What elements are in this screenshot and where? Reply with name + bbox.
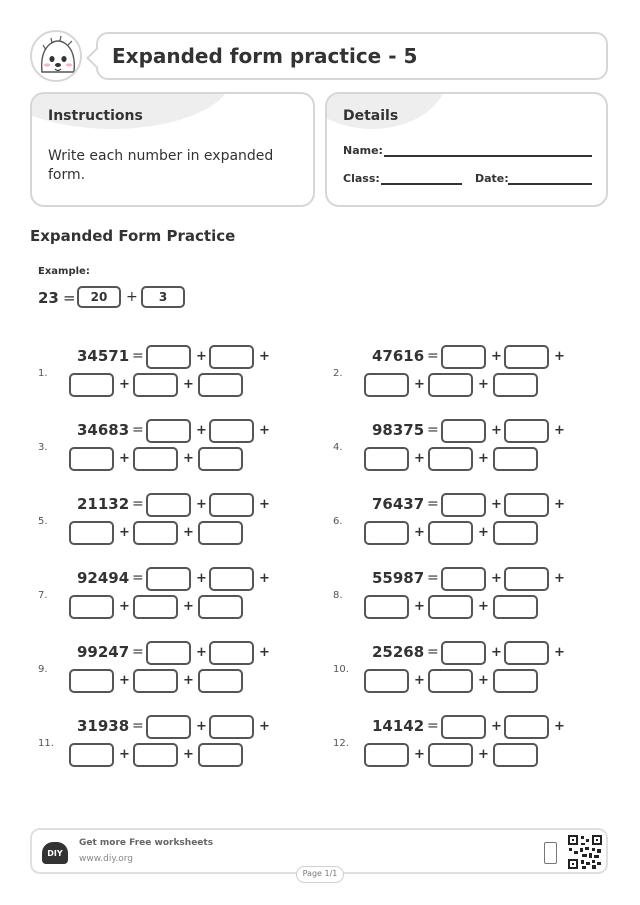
equals-sign: = [132, 348, 144, 364]
equals-sign: = [427, 422, 439, 438]
answer-box[interactable] [209, 567, 254, 591]
plus-sign: + [478, 451, 489, 466]
answer-box[interactable] [441, 493, 486, 517]
problem-number: 47616 [372, 347, 425, 365]
answer-box[interactable] [209, 345, 254, 369]
plus-sign: + [196, 497, 207, 512]
page-indicator: Page 1/1 [296, 866, 344, 883]
plus-sign: + [414, 747, 425, 762]
details-panel [325, 92, 608, 207]
problem-number: 21132 [77, 495, 130, 513]
plus-sign: + [478, 747, 489, 762]
plus-sign: + [119, 525, 130, 540]
problem-number: 14142 [372, 717, 425, 735]
plus-sign: + [183, 747, 194, 762]
plus-sign: + [554, 349, 565, 364]
answer-box[interactable] [198, 521, 243, 545]
answer-box[interactable] [493, 743, 538, 767]
equals-sign: = [132, 570, 144, 586]
problem-number: 98375 [372, 421, 425, 439]
plus-sign: + [183, 599, 194, 614]
problem-item [38, 420, 328, 490]
plus-sign: + [119, 673, 130, 688]
equals-sign: = [132, 422, 144, 438]
example-label: Example: [38, 266, 90, 277]
plus-sign: + [259, 349, 270, 364]
equals-sign: = [427, 644, 439, 660]
answer-box[interactable] [504, 493, 549, 517]
problem-number-label: 1. [38, 368, 48, 379]
plus-sign: + [414, 599, 425, 614]
problem-number: 55987 [372, 569, 425, 587]
problem-item [38, 642, 328, 712]
answer-box[interactable] [493, 373, 538, 397]
equals-sign: = [132, 644, 144, 660]
plus-sign: + [196, 645, 207, 660]
plus-sign: + [414, 377, 425, 392]
answer-box[interactable] [364, 521, 409, 545]
plus-sign: + [183, 525, 194, 540]
name-field[interactable] [384, 155, 592, 157]
equals-sign: = [63, 289, 76, 307]
plus-sign: + [414, 673, 425, 688]
plus-sign: + [119, 747, 130, 762]
answer-box[interactable] [198, 373, 243, 397]
problem-number-label: 10. [333, 664, 349, 675]
answer-box[interactable] [146, 345, 191, 369]
plus-sign: + [554, 423, 565, 438]
problem-item [333, 420, 623, 490]
answer-box[interactable] [441, 715, 486, 739]
plus-sign: + [554, 497, 565, 512]
problem-number-label: 8. [333, 590, 343, 601]
plus-sign: + [478, 673, 489, 688]
date-field[interactable] [508, 183, 592, 185]
plus-sign: + [196, 571, 207, 586]
answer-box[interactable] [69, 447, 114, 471]
phone-icon [544, 842, 557, 864]
answer-box[interactable] [133, 373, 178, 397]
name-label: Name: [343, 144, 383, 157]
example-answer-box: 3 [141, 286, 185, 308]
answer-box[interactable] [69, 595, 114, 619]
answer-box[interactable] [504, 419, 549, 443]
answer-box[interactable] [364, 743, 409, 767]
class-label: Class: [343, 172, 380, 185]
problem-number-label: 2. [333, 368, 343, 379]
example-answer-box: 20 [77, 286, 121, 308]
answer-box[interactable] [428, 743, 473, 767]
plus-sign: + [259, 719, 270, 734]
equals-sign: = [427, 570, 439, 586]
equals-sign: = [132, 496, 144, 512]
answer-box[interactable] [493, 521, 538, 545]
section-title: Expanded Form Practice [30, 227, 236, 245]
diy-logo-icon: DIY [42, 842, 68, 864]
problem-number-label: 3. [38, 442, 48, 453]
plus-sign: + [196, 349, 207, 364]
answer-box[interactable] [364, 373, 409, 397]
page-title: Expanded form practice - 5 [112, 44, 418, 68]
answer-box[interactable] [133, 669, 178, 693]
plus-sign: + [414, 525, 425, 540]
problem-item [38, 494, 328, 564]
problem-number-label: 4. [333, 442, 343, 453]
title-banner [96, 32, 608, 80]
answer-box[interactable] [146, 419, 191, 443]
footer-promo-text: Get more Free worksheets [79, 838, 214, 848]
problem-number: 92494 [77, 569, 130, 587]
problem-item [333, 346, 623, 416]
answer-box[interactable] [504, 345, 549, 369]
answer-box[interactable] [441, 419, 486, 443]
problem-number: 31938 [77, 717, 130, 735]
answer-box[interactable] [209, 493, 254, 517]
plus-sign: + [554, 571, 565, 586]
mascot-icon [30, 30, 82, 82]
answer-box[interactable] [428, 521, 473, 545]
plus-sign: + [478, 377, 489, 392]
answer-box[interactable] [198, 447, 243, 471]
answer-box[interactable] [441, 345, 486, 369]
plus-sign: + [183, 451, 194, 466]
answer-box[interactable] [69, 373, 114, 397]
plus-sign: + [491, 423, 502, 438]
problem-number: 34571 [77, 347, 130, 365]
equals-sign: = [132, 718, 144, 734]
plus-sign: + [491, 719, 502, 734]
plus-sign: + [196, 423, 207, 438]
qr-code-icon [568, 835, 602, 869]
problem-item [38, 346, 328, 416]
problem-number: 25268 [372, 643, 425, 661]
plus-sign: + [478, 525, 489, 540]
instructions-panel [30, 92, 315, 207]
answer-box[interactable] [428, 669, 473, 693]
answer-box[interactable] [133, 521, 178, 545]
answer-box[interactable] [146, 641, 191, 665]
problem-item [333, 494, 623, 564]
answer-box[interactable] [504, 567, 549, 591]
answer-box[interactable] [493, 447, 538, 471]
answer-box[interactable] [504, 641, 549, 665]
answer-box[interactable] [69, 669, 114, 693]
problem-number-label: 11. [38, 738, 54, 749]
plus-sign: + [196, 719, 207, 734]
answer-box[interactable] [428, 373, 473, 397]
problem-number: 76437 [372, 495, 425, 513]
plus-sign: + [491, 571, 502, 586]
problem-number: 34683 [77, 421, 130, 439]
answer-box[interactable] [69, 521, 114, 545]
answer-box[interactable] [364, 447, 409, 471]
answer-box[interactable] [146, 715, 191, 739]
answer-box[interactable] [209, 419, 254, 443]
plus-sign: + [126, 289, 138, 305]
answer-box[interactable] [133, 447, 178, 471]
answer-box[interactable] [493, 595, 538, 619]
footer-url[interactable]: www.diy.org [79, 854, 133, 864]
answer-box[interactable] [428, 595, 473, 619]
answer-box[interactable] [428, 447, 473, 471]
example-number: 23 [38, 289, 59, 307]
equals-sign: = [427, 496, 439, 512]
plus-sign: + [554, 719, 565, 734]
problem-item [38, 716, 328, 786]
plus-sign: + [259, 571, 270, 586]
problem-number-label: 7. [38, 590, 48, 601]
answer-box[interactable] [493, 669, 538, 693]
plus-sign: + [259, 497, 270, 512]
answer-box[interactable] [504, 715, 549, 739]
instructions-heading: Instructions [48, 108, 143, 124]
plus-sign: + [491, 645, 502, 660]
instructions-text: Write each number in expanded form. [48, 148, 274, 183]
plus-sign: + [491, 349, 502, 364]
plus-sign: + [554, 645, 565, 660]
answer-box[interactable] [209, 641, 254, 665]
answer-box[interactable] [198, 669, 243, 693]
date-label: Date: [475, 172, 509, 185]
problem-number: 99247 [77, 643, 130, 661]
plus-sign: + [414, 451, 425, 466]
answer-box[interactable] [441, 567, 486, 591]
answer-box[interactable] [364, 669, 409, 693]
answer-box[interactable] [198, 743, 243, 767]
answer-box[interactable] [146, 567, 191, 591]
answer-box[interactable] [441, 641, 486, 665]
plus-sign: + [491, 497, 502, 512]
problem-number-label: 6. [333, 516, 343, 527]
problem-item [333, 716, 623, 786]
plus-sign: + [119, 599, 130, 614]
answer-box[interactable] [146, 493, 191, 517]
answer-box[interactable] [133, 595, 178, 619]
answer-box[interactable] [209, 715, 254, 739]
plus-sign: + [183, 377, 194, 392]
plus-sign: + [259, 423, 270, 438]
details-heading: Details [343, 108, 399, 124]
problem-item [333, 568, 623, 638]
answer-box[interactable] [69, 743, 114, 767]
answer-box[interactable] [364, 595, 409, 619]
equals-sign: = [427, 718, 439, 734]
problem-item [333, 642, 623, 712]
plus-sign: + [478, 599, 489, 614]
problem-number-label: 5. [38, 516, 48, 527]
answer-box[interactable] [133, 743, 178, 767]
plus-sign: + [259, 645, 270, 660]
problem-number-label: 9. [38, 664, 48, 675]
equals-sign: = [427, 348, 439, 364]
plus-sign: + [183, 673, 194, 688]
class-field[interactable] [381, 183, 462, 185]
problem-item [38, 568, 328, 638]
plus-sign: + [119, 377, 130, 392]
plus-sign: + [119, 451, 130, 466]
answer-box[interactable] [198, 595, 243, 619]
problem-number-label: 12. [333, 738, 349, 749]
